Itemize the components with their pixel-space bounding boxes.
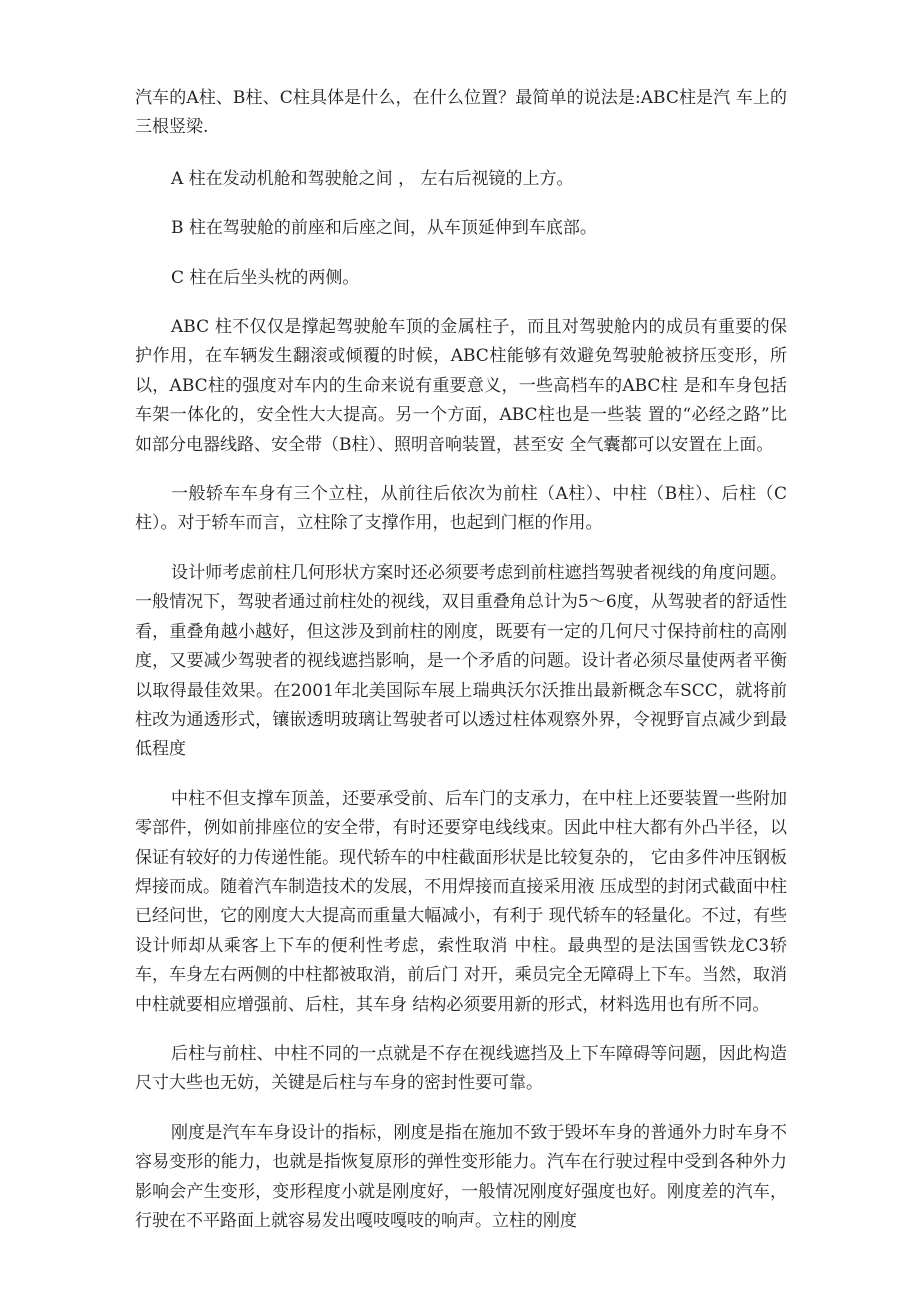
paragraph-front-pillar-design: 设计师考虑前柱几何形状方案时还必须要考虑到前柱遮挡驾驶者视线的角度问题。一般情况下，驾驶者通过前柱处的视线，双目重叠角总计为5～6度，从驾驶者的舒适性看，重叠角越小越好，但这涉及到前柱的刚度，既要有一定的几何尺寸保持前柱的高刚度，又要减少驾驶者的视线遮挡影响，是一个矛盾的问题。设计者必须尽量使两者平衡以取得最佳效果。在2001年北美国际车展上瑞典沃尔沃推出最新概念车SCC，就将前柱改为通透形式，镶嵌透明玻璃让驾驶者可以透过柱体观察外界，令视野盲点减少到最低程度 bbox=[135, 562, 787, 760]
paragraph-stiffness: 刚度是汽车车身设计的指标，刚度是指在施加不致于毁坏车身的普通外力时车身不容易变形的能力，也就是指恢复原形的弹性变形能力。汽车在行驶过程中受到各种外力影响会产生变形，变形程度小就是刚度好，一般情况刚度好强度也好。刚度差的汽车，行驶在不平路面上就容易发出嘎吱嘎吱的响声。立柱的刚度 bbox=[135, 1122, 787, 1231]
paragraph-b-pillar: B 柱在驾驶舱的前座和后座之间，从车顶延伸到车底部。 bbox=[171, 218, 597, 239]
paragraph-c-pillar: C 柱在后坐头枕的两侧。 bbox=[171, 267, 360, 288]
paragraph-pillar-importance: ABC 柱不仅仅是撑起驾驶舱车顶的金属柱子，而且对驾驶舱内的成员有重要的保护作用，在车辆发生翻滚或倾覆的时候，ABC柱能够有效避免驾驶舱被挤压变形，所以，ABC柱的强度对车内的生命来说有重要意义，一些高档车的ABC柱 是和车身包括车架一体化的，安全性大大提高。另一个方面，ABC柱也是一些装 置的“必经之路”比如部分电器线路、安全带（B柱）、照明音响装置，甚至安 全气囊都可以安置在上面。 bbox=[135, 317, 787, 455]
paragraph-middle-pillar: 中柱不但支撑车顶盖，还要承受前、后车门的支承力，在中柱上还要装置一些附加零部件，例如前排座位的安全带，有时还要穿电线线束。因此中柱大都有外凸半径，以保证有较好的力传递性能。现代轿车的中柱截面形状是比较复杂的， 它由多件冲压钢板焊接而成。随着汽车制造技术的发展，不用焊接而直接采用液 压成型的封闭式截面中柱已经问世，它的刚度大大提高而重量大幅减小，有利于 现代轿车的轻量化。不过，有些设计师却从乘客上下车的便利性考虑，索性取消 中柱。最典型的是法国雪铁龙C3轿车，车身左右两侧的中柱都被取消，前后门 对开，乘员完全无障碍上下车。当然，取消中柱就要相应增强前、后柱，其车身 结构必须要用新的形式，材料选用也有所不同。 bbox=[135, 788, 787, 1015]
paragraph-three-pillars: 一般轿车车身有三个立柱，从前往后依次为前柱（A柱）、中柱（B柱）、后柱（C柱）。对于轿车而言，立柱除了支撑作用，也起到门框的作用。 bbox=[135, 484, 787, 534]
paragraph-a-pillar: A 柱在发动机舱和驾驶舱之间 ， 左右后视镜的上方。 bbox=[171, 168, 574, 189]
paragraph-rear-pillar: 后柱与前柱、中柱不同的一点就是不存在视线遮挡及上下车障碍等问题，因此构造尺寸大些也无妨，关键是后柱与车身的密封性要可靠。 bbox=[135, 1043, 787, 1094]
document-body bbox=[135, 84, 787, 1256]
paragraph-intro: 汽车的A柱、B柱、C柱具体是什么，在什么位置？最简单的说法是:ABC柱是汽 车上的三根竖梁. bbox=[135, 88, 787, 138]
